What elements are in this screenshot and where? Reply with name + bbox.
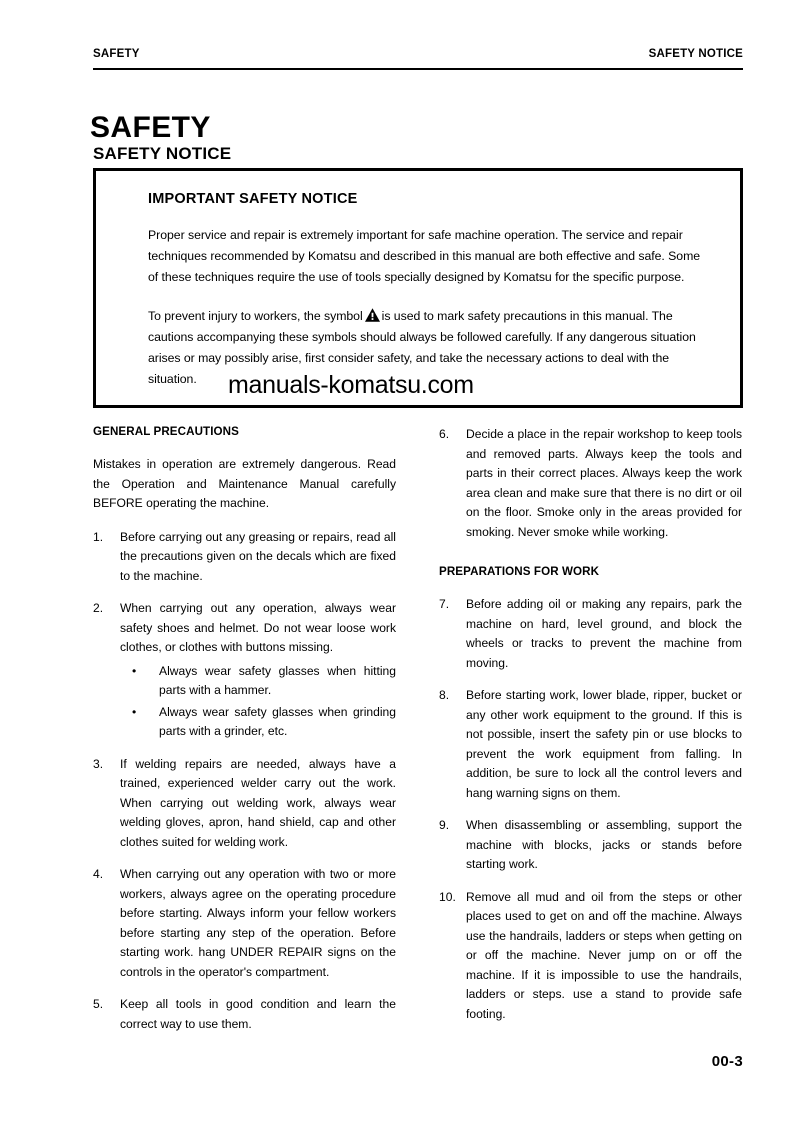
general-precautions-heading: GENERAL PRECAUTIONS [93, 425, 239, 438]
page-number: 00-3 [711, 1053, 743, 1070]
list-item-text: Before adding oil or making any repairs, park the machine on hard, level ground, and block the wheels or tracks to prevent the machine from moving. [466, 597, 742, 670]
list-item-text: If welding repairs are needed, always have a trained, experienced welder carry out the work. When carrying out welding work, always wear welding gloves, apron, hand shield, cap and other clothes suited for welding work. [120, 756, 396, 849]
list-item [120, 662, 396, 701]
list-item-number: 4. [93, 867, 104, 881]
list-item [93, 755, 396, 853]
list-item [93, 865, 396, 982]
notice-paragraph-1: Proper service and repair is extremely important for safe machine operation. The service and repair techniques recommended by Komatsu and described in this manual are both effective and safe. Some of these techniques require the use of tools specially designed by Komatsu for the specific purpose. [148, 228, 701, 285]
list-item [93, 599, 396, 742]
list-item-number: 9. [439, 818, 450, 832]
header-rule [93, 68, 743, 70]
body-columns [93, 425, 743, 1034]
list-item [120, 703, 396, 742]
list-item-number: 5. [93, 997, 104, 1011]
preparations-for-work-heading: PREPARATIONS FOR WORK [439, 565, 600, 578]
list-item-text: When carrying out any operation, always wear safety shoes and helmet. Do not wear loose work clothes, or clothes with buttons missing. [120, 601, 396, 654]
bullet-dot-icon: • [132, 663, 137, 678]
general-precautions-intro: Mistakes in operation are extremely dangerous. Read the Operation and Maintenance Manual carefully BEFORE operating the machine. [93, 457, 396, 510]
list-item-number: 8. [439, 688, 450, 702]
header-right-label: SAFETY NOTICE [648, 48, 743, 60]
list-item-number: 7. [439, 597, 450, 611]
sub-bullet-list [120, 662, 396, 742]
page-title: SAFETY [90, 111, 211, 145]
preparations-for-work-list [439, 595, 742, 1024]
notice-paragraph-2-before: To prevent injury to workers, the symbol [148, 308, 363, 323]
running-header [93, 48, 743, 60]
list-item [439, 816, 742, 875]
list-item-text: Always wear safety glasses when hitting parts with a hammer. [159, 663, 396, 697]
list-item [93, 995, 396, 1034]
list-item [439, 686, 742, 803]
warning-triangle-icon [365, 308, 380, 322]
list-item-text: Before carrying out any greasing or repairs, read all the precautions given on the decals which are fixed to the machine. [120, 529, 396, 583]
list-item-text: Decide a place in the repair workshop to keep tools and removed parts. Always keep the tools and parts in their correct places. Always keep the work area clean and make sure that there is no dirt or oil on the floor. Smoke only in the areas provided for smoking. Never smoke while working. [466, 427, 742, 539]
bullet-dot-icon: • [132, 704, 137, 719]
list-item [439, 888, 742, 1025]
watermark: manuals-komatsu.com [228, 371, 474, 399]
general-precautions-list [93, 528, 396, 1035]
list-item [439, 425, 742, 542]
list-item-text: When carrying out any operation with two or more workers, always agree on the operating procedure before starting. Always inform your fellow workers before starting any step of the operation. Before starting work. hang UNDER REPAIR signs on the controls in the operator's compartment. [120, 867, 396, 979]
list-item-text: Before starting work, lower blade, ripper, bucket or any other work equipment to the ground. If this is not possible, insert the safety pin or use blocks to prevent the work equipment from falling. In addition, be sure to lock all the control levers and hang warning signs on them. [466, 688, 742, 800]
header-left-label: SAFETY [93, 48, 140, 60]
notice-heading: IMPORTANT SAFETY NOTICE [148, 191, 358, 207]
list-item-number: 10. [439, 889, 456, 904]
left-column [93, 425, 396, 1034]
notice-paragraph-2-after: is used to mark safety precautions in this manual. The cautions accompanying these symbols should always be followed carefully. If any dangerous situation arises or may possibly arise, first consider safety, and take the necessary actions to deal with the situation. [148, 308, 696, 387]
page-subtitle: SAFETY NOTICE [93, 144, 232, 164]
list-item-number: 3. [93, 756, 104, 771]
list-item-number: 2. [93, 601, 104, 615]
list-item [439, 595, 742, 673]
list-item-number: 6. [439, 427, 450, 441]
list-item-text: When disassembling or assembling, support the machine with blocks, jacks or stands before starting work. [466, 818, 742, 871]
list-item-text: Remove all mud and oil from the steps or other places used to get on and off the machine. Always use the handrails, ladders or steps when getting on or off the machine. Never jump on or off the machine. If it is impossible to use the handrails, ladders or steps. use a stand to provide safe footing. [466, 889, 742, 1021]
list-item [93, 528, 396, 587]
notice-inner [96, 171, 740, 400]
list-item-text: Keep all tools in good condition and learn the correct way to use them. [120, 997, 396, 1031]
list-item-number: 1. [93, 529, 104, 544]
general-precautions-list-continued [439, 425, 742, 542]
list-item-text: Always wear safety glasses when grinding parts with a grinder, etc. [159, 704, 396, 738]
right-column [439, 425, 742, 1034]
